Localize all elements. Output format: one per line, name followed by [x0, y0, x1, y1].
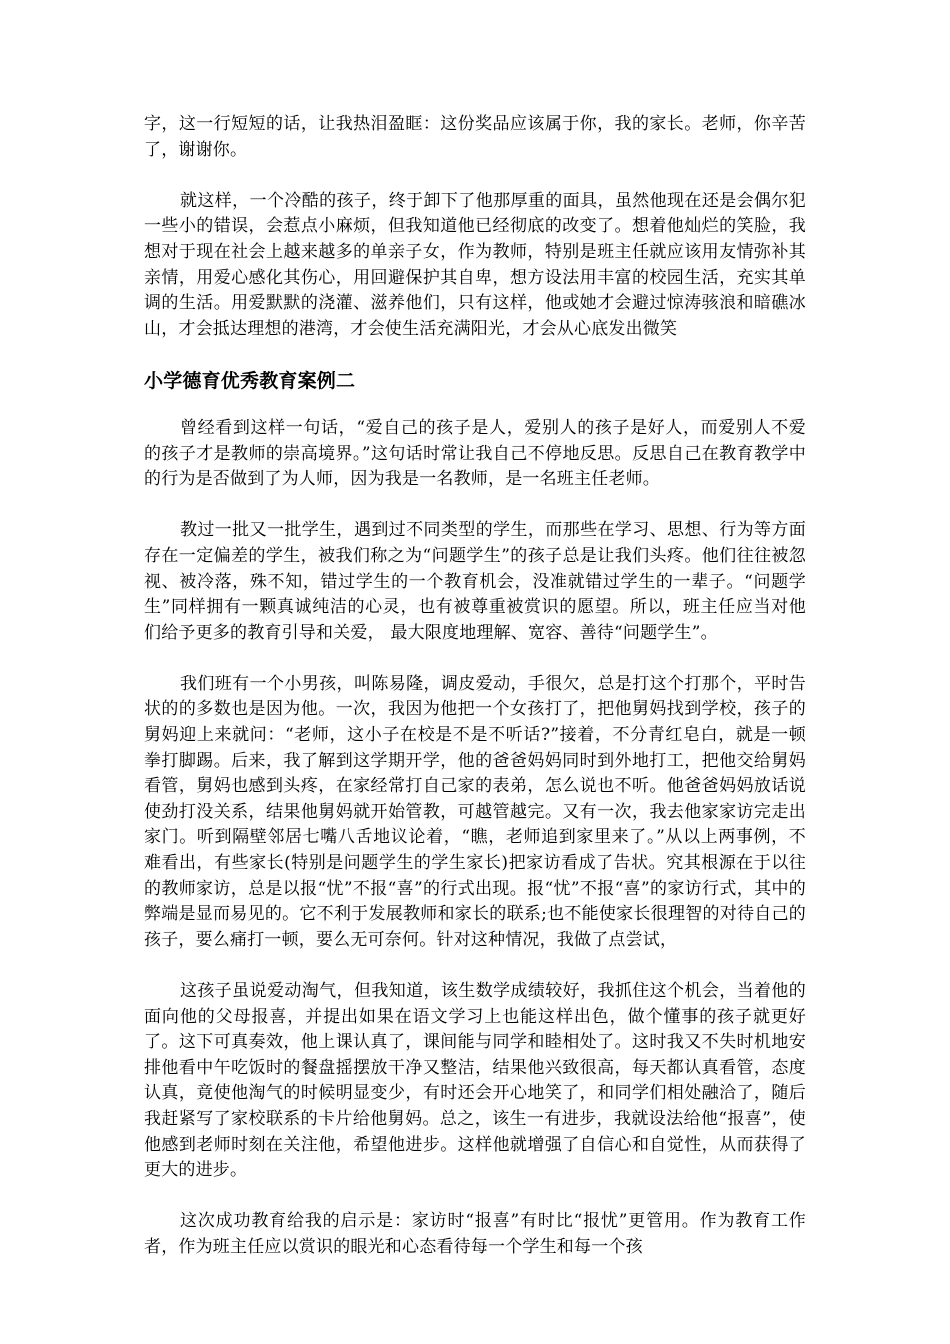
- document-page: [144, 112, 806, 1286]
- paragraph: 字，这一行短短的话，让我热泪盈眶：这份奖品应该属于你，我的家长。老师，你辛苦了，谢谢你。: [144, 114, 806, 160]
- paragraph: 教过一批又一批学生，遇到过不同类型的学生，而那些在学习、思想、行为等方面存在一定偏差的学生，被我们称之为“问题学生”的孩子总是让我们头疼。他们往往被忽视、被冷落，殊不知，错过学生的一个教育机会，没准就错过学生的一辈子。“问题学生”同样拥有一颗真诚纯洁的心灵，也有被尊重被赏识的愿望。所以，班主任应当对他们给予更多的教育引导和关爱， 最大限度地理解、宽容、善待“问题学生”。: [144, 520, 806, 643]
- paragraph: 这孩子虽说爱动淘气，但我知道，该生数学成绩较好，我抓住这个机会，当着他的面向他的父母报喜，并提出如果在语文学习上也能这样出色，做个懂事的孩子就更好了。这下可真奏效，他上课认真了，课间能与同学和睦相处了。这时我又不失时机地安排他看中午吃饭时的餐盘摇摆放干净又整洁，结果他兴致很高，每天都认真看管，态度认真，竟使他淘气的时候明显变少，有时还会开心地笑了，和同学们相处融洽了，随后我赶紧写了家校联系的卡片给他舅妈。总之，该生一有进步，我就设法给他“报喜”，使他感到老师时刻在关注他，希望他进步。这样他就增强了自信心和自觉性，从而获得了更大的进步。: [144, 981, 806, 1181]
- paragraph: 曾经看到这样一句话，“爱自己的孩子是人，爱别人的孩子是好人，而爱别人不爱的孩子才是教师的崇高境界。”这句话时常让我自己不停地反思。反思自己在教育教学中的行为是否做到了为人师，因为我是一名教师，是一名班主任老师。: [144, 417, 806, 490]
- paragraph: 这次成功教育给我的启示是：家访时“报喜”有时比“报忧”更管用。作为教育工作者，作为班主任应以赏识的眼光和心态看待每一个学生和每一个孩: [144, 1211, 806, 1257]
- section-title: 小学德育优秀教育案例二: [144, 369, 356, 392]
- paragraph: 就这样，一个冷酷的孩子，终于卸下了他那厚重的面具，虽然他现在还是会偶尔犯一些小的错误，会惹点小麻烦，但我知道他已经彻底的改变了。想着他灿烂的笑脸，我想对于现在社会上越来越多的单亲子女，作为教师，特别是班主任就应该用友情弥补其亲情，用爱心感化其伤心，用回避保护其自卑，想方设法用丰富的校园生活，充实其单调的生活。用爱默默的浇灌、滋养他们，只有这样，他或她才会避过惊涛骇浪和暗礁冰山，才会抵达理想的港湾，才会使生活充满阳光，才会从心底发出微笑: [144, 190, 806, 339]
- paragraph: 我们班有一个小男孩，叫陈易隆，调皮爱动，手很欠，总是打这个打那个，平时告状的的多数也是因为他。一次，我因为他把一个女孩打了，把他舅妈找到学校，孩子的舅妈迎上来就问：“老师，这小子在校是不是不听话?”接着，不分青红皂白，就是一顿拳打脚踢。后来，我了解到这学期开学，他的爸爸妈妈同时到外地打工，把他交给舅妈看管，舅妈也感到头疼，在家经常打自己家的表弟，怎么说也不听。他爸爸妈妈放话说使劲打没关系，结果他舅妈就开始管教，可越管越完。又有一次，我去他家家访完走出家门。听到隔壁邻居七嘴八舌地议论着，“瞧，老师追到家里来了。”从以上两事例，不难看出，有些家长(特别是问题学生的学生家长)把家访看成了告状。究其根源在于以往的教师家访，总是以报“忧”不报“喜”的行式出现。报“忧”不报“喜”的家访行式，其中的弊端是显而易见的。它不利于发展教师和家长的联系;也不能使家长很理智的对待自己的孩子，要么痛打一顿，要么无可奈何。针对这种情况，我做了点尝试，: [144, 673, 806, 950]
